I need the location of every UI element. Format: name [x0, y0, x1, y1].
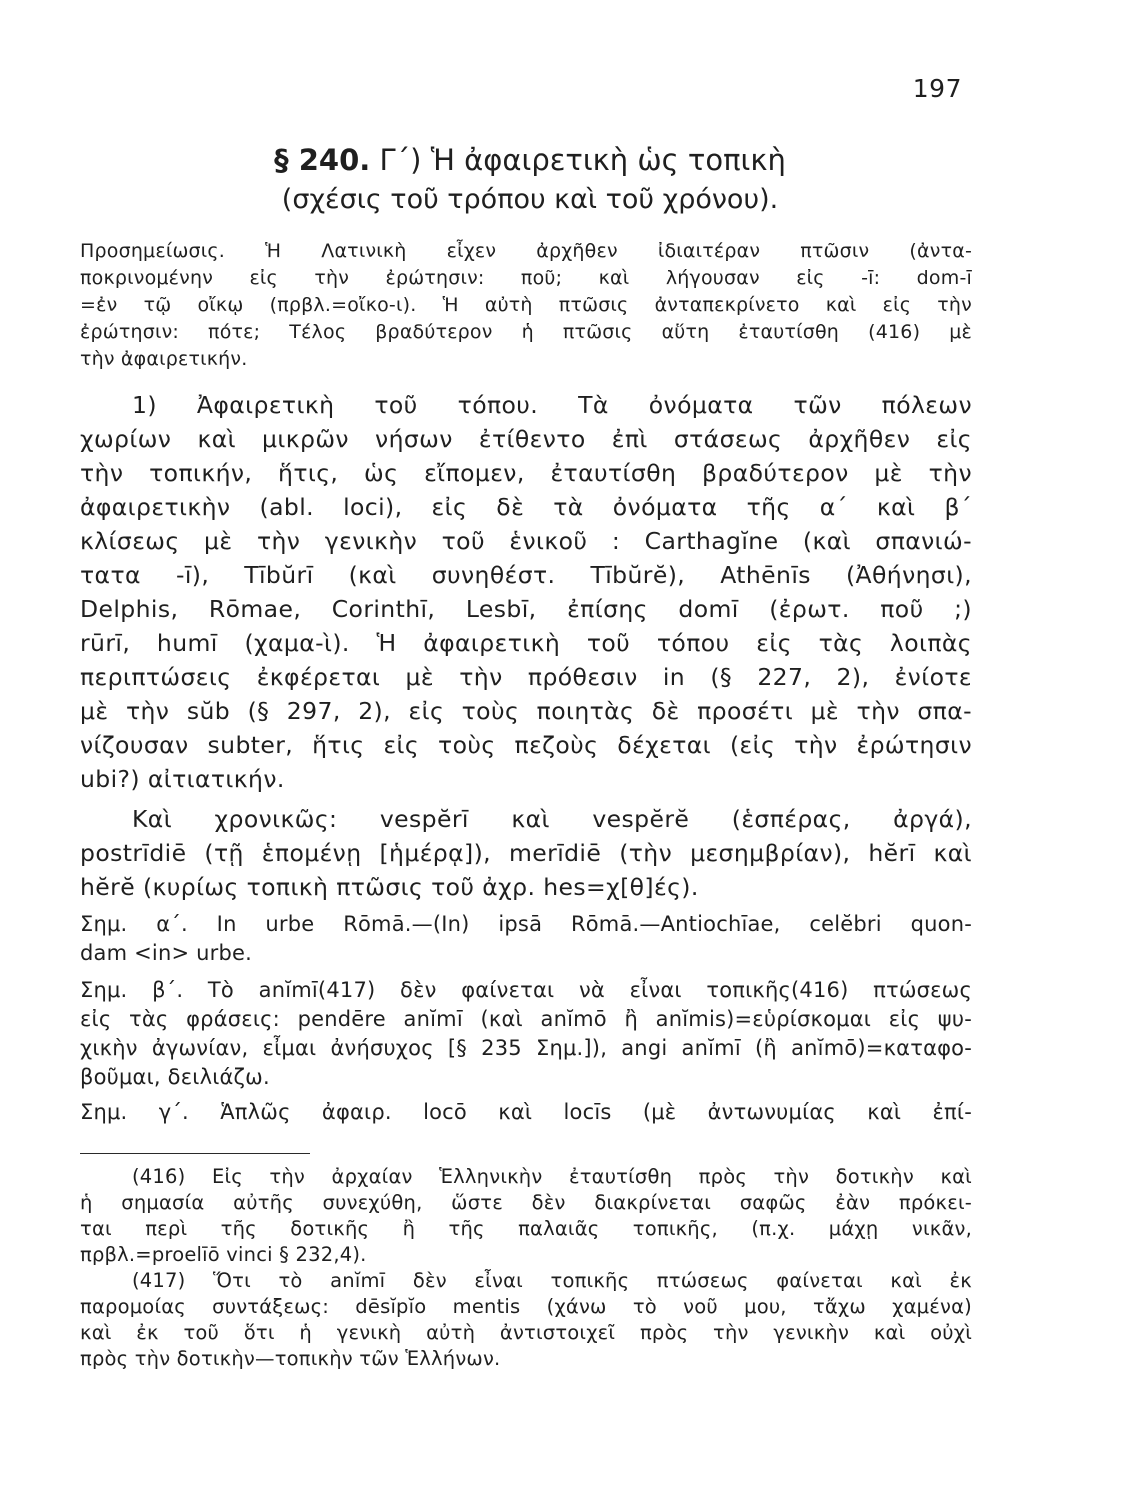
- footnote-divider: [80, 1153, 310, 1154]
- section-title: Γ΄) Ἡ ἀφαιρετικὴ ὡς τοπικὴ: [379, 143, 786, 177]
- note-line: Σημ. β΄. Τὸ anĭmī(417) δὲν φαίνεται νὰ εἶναι τοπικῆς(416) πτώσεως: [80, 978, 972, 1002]
- footnote-line: καὶ ἐκ τοῦ ὅτι ἡ γενικὴ αὐτὴ ἀντιστοιχεῖ πρὸς τὴν γενικὴν καὶ οὐχὶ: [80, 1321, 972, 1344]
- text-line: =ἐν τῷ οἴκῳ (πρβλ.=οἴκο-ι). Ἡ αὐτὴ πτῶσις ἀνταπεκρίνετο καὶ εἰς τὴν: [80, 294, 972, 316]
- text-line: κλίσεως μὲ τὴν γενικὴν τοῦ ἑνικοῦ : Carthagĭne (καὶ σπανιώ-: [80, 527, 972, 555]
- text-line: hĕrĕ (κυρίως τοπικὴ πτῶσις τοῦ ἀχρ. hes=χ[θ]ές).: [80, 873, 699, 901]
- section-subtitle: (σχέσις τοῦ τρόπου καὶ τοῦ χρόνου).: [281, 184, 779, 215]
- footnote-line: πρβλ.=proelīō vinci § 232,4).: [80, 1243, 367, 1266]
- note-line: dam <in> urbe.: [80, 941, 253, 965]
- text-line: ἀφαιρετικὴν (abl. loci), εἰς δὲ τὰ ὀνόματα τῆς α΄ καὶ β΄: [80, 493, 972, 521]
- section-heading: [80, 140, 980, 220]
- footnote-line: (417) Ὅτι τὸ anĭmī δὲν εἶναι τοπικῆς πτώσεως φαίνεται καὶ ἐκ: [132, 1269, 972, 1292]
- text-line: ποκρινομένην εἰς τὴν ἐρώτησιν: ποῦ; καὶ λήγουσαν εἰς -ī: dom-ī: [80, 267, 972, 289]
- footnote-line: (416) Εἰς τὴν ἀρχαίαν Ἑλληνικὴν ἐταυτίσθη πρὸς τὴν δοτικὴν καὶ: [132, 1165, 972, 1188]
- text-line: ubi?) αἰτιατικήν.: [80, 765, 285, 793]
- section-number: § 240.: [274, 143, 371, 177]
- text-line: postrīdiē (τῇ ἑπομένῃ [ἡμέρᾳ]), merīdiē (τὴν μεσημβρίαν), hĕrī καὶ: [80, 839, 972, 867]
- text-line: Προσημείωσις. Ἡ Λατινικὴ εἶχεν ἀρχῆθεν ἰδιαιτέραν πτῶσιν (ἀντα-: [80, 240, 972, 262]
- footnote-line: ἡ σημασία αὐτῆς συνεχύθη, ὥστε δὲν διακρίνεται σαφῶς ἐὰν πρόκει-: [80, 1191, 972, 1214]
- text-line: τατα -ī), Tībŭrī (καὶ συνηθέστ. Tībŭrĕ), Athēnīs (Ἀθήνησι),: [80, 561, 972, 589]
- page-number: 197: [912, 74, 962, 103]
- text-line: Delphis, Rōmae, Corinthī, Lesbī, ἐπίσης domī (ἐρωτ. ποῦ ;): [80, 595, 972, 623]
- note-line: βοῦμαι, δειλιάζω.: [80, 1065, 270, 1089]
- note-line: χικὴν ἀγωνίαν, εἶμαι ἀνήσυχος [§ 235 Σημ.]), angi anĭmī (ἢ anĭmō)=καταφο-: [80, 1036, 972, 1060]
- text-line: νίζουσαν subter, ἥτις εἰς τοὺς πεζοὺς δέχεται (εἰς τὴν ἐρώτησιν: [80, 731, 972, 759]
- text-line: rūrī, humī (χαμα-ὶ). Ἡ ἀφαιρετικὴ τοῦ τόπου εἰς τὰς λοιπὰς: [80, 629, 972, 657]
- note-line: εἰς τὰς φράσεις: pendēre anĭmī (καὶ anĭmō ἢ anĭmis)=εὑρίσκομαι εἰς ψυ-: [80, 1007, 972, 1031]
- text-line: περιπτώσεις ἐκφέρεται μὲ τὴν πρόθεσιν in (§ 227, 2), ἐνίοτε: [80, 663, 972, 691]
- text-line: ἐρώτησιν: πότε; Τέλος βραδύτερον ἡ πτῶσις αὕτη ἐταυτίσθη (416) μὲ: [80, 321, 972, 343]
- text-line: χωρίων καὶ μικρῶν νήσων ἐτίθεντο ἐπὶ στάσεως ἀρχῆθεν εἰς: [80, 425, 972, 453]
- text-line: τὴν ἀφαιρετικήν.: [80, 348, 248, 370]
- text-line: Καὶ χρονικῶς: vespĕrī καὶ vespĕrĕ (ἑσπέρας, ἀργά),: [132, 805, 972, 833]
- text-line: τὴν τοπικήν, ἥτις, ὡς εἴπομεν, ἐταυτίσθη βραδύτερον μὲ τὴν: [80, 459, 972, 487]
- note-line: Σημ. α΄. In urbe Rōmā.—(In) ipsā Rōmā.—Antiochīae, celĕbri quon-: [80, 912, 972, 936]
- note-line: Σημ. γ΄. Ἁπλῶς ἀφαιρ. locō καὶ locīs (μὲ ἀντωνυμίας καὶ ἐπί-: [80, 1100, 972, 1124]
- footnote-line: πρὸς τὴν δοτικὴν—τοπικὴν τῶν Ἑλλήνων.: [80, 1347, 501, 1370]
- text-line: 1) Ἀφαιρετικὴ τοῦ τόπου. Τὰ ὀνόματα τῶν πόλεων: [132, 391, 972, 419]
- footnote-line: ται περὶ τῆς δοτικῆς ἢ τῆς παλαιᾶς τοπικῆς, (π.χ. μάχῃ νικᾶν,: [80, 1217, 972, 1240]
- text-line: μὲ τὴν sŭb (§ 297, 2), εἰς τοὺς ποιητὰς δὲ προσέτι μὲ τὴν σπα-: [80, 697, 972, 725]
- footnote-line: παρομοίας συντάξεως: dēsĭpĭo mentis (χάνω τὸ νοῦ μου, τἄχω χαμένα): [80, 1295, 972, 1318]
